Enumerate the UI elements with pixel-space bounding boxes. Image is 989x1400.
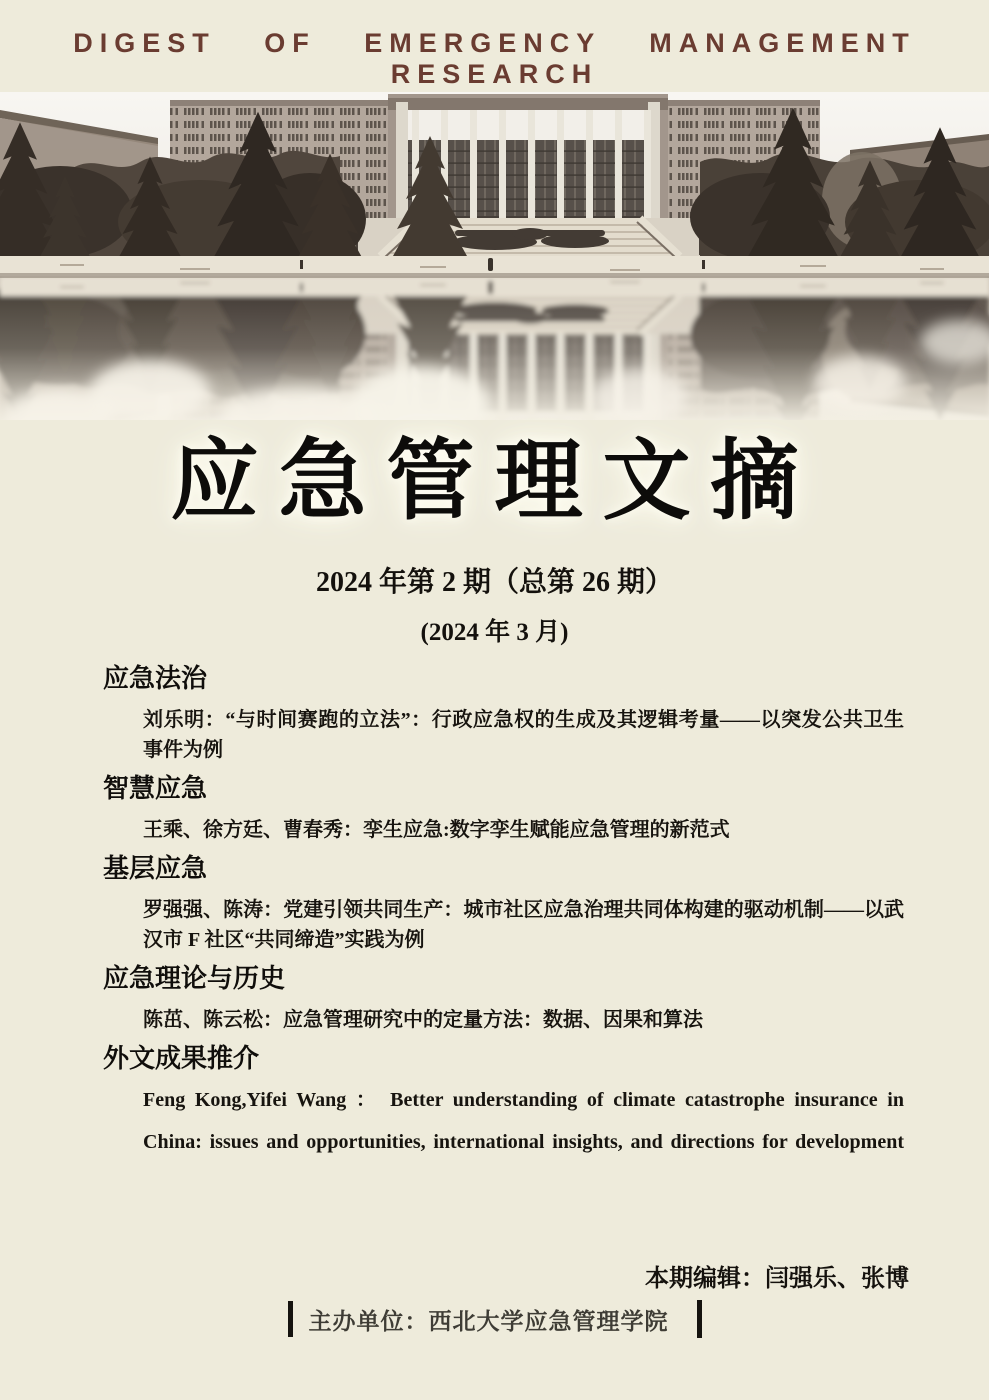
campus-photo — [0, 92, 989, 420]
toc-entry-line: 罗强强、陈涛：党建引领共同生产：城市社区应急治理共同体构建的驱动机制——以武 — [143, 899, 904, 921]
issue-date-line: (2024 年 3 月) — [420, 619, 569, 646]
table-of-contents — [103, 655, 904, 1169]
editors-line: 本期编辑：闫强乐、张博 — [645, 1265, 909, 1292]
journal-name-english: DIGEST OF EMERGENCY MANAGEMENT RESEARCH — [73, 28, 916, 89]
vertical-bar-left-icon — [288, 1301, 293, 1337]
vertical-bar-right-icon — [697, 1300, 702, 1338]
toc-entry-line: 事件为例 — [143, 739, 223, 761]
toc-entry — [103, 815, 904, 845]
toc-entry-english — [103, 1085, 904, 1157]
section-heading-grassroots-emergency: 基层应急 — [103, 853, 208, 883]
toc-entry-line: 刘乐明：“与时间赛跑的立法”：行政应急权的生成及其逻辑考量——以突发公共卫生 — [143, 709, 904, 731]
photo-building-and-trees — [0, 92, 989, 276]
section-heading-foreign-works: 外文成果推介 — [103, 1043, 260, 1073]
toc-entry-line: 王乘、徐方廷、曹春秀：孪生应急:数字孪生赋能应急管理的新范式 — [143, 819, 730, 841]
journal-title-calligraphy: 应急管理文摘 — [170, 428, 819, 532]
toc-entry-line: 汉市 F 社区“共同缔造”实践为例 — [143, 929, 425, 951]
organizer-text: 主办单位：西北大学应急管理学院 — [308, 1307, 669, 1334]
toc-entry-line: 陈茁、陈云松：应急管理研究中的定量方法：数据、因果和算法 — [143, 1009, 703, 1031]
organizer-line — [0, 1300, 989, 1338]
toc-entry-line: China: issues and opportunities, international insights, and directions for development — [143, 1131, 904, 1153]
toc-entry — [103, 1005, 904, 1035]
toc-entry — [103, 895, 904, 955]
photo-water-reflection — [0, 276, 989, 420]
issue-number-line: 2024 年第 2 期（总第 26 期） — [315, 567, 673, 598]
section-heading-smart-emergency: 智慧应急 — [103, 773, 208, 803]
section-heading-theory-and-history: 应急理论与历史 — [103, 963, 286, 993]
toc-entry-line: Feng Kong,Yifei Wang ： Better understanding of climate catastrophe insurance in — [143, 1089, 904, 1111]
toc-entry — [103, 705, 904, 765]
section-heading-emergency-rule-of-law: 应急法治 — [103, 663, 208, 693]
